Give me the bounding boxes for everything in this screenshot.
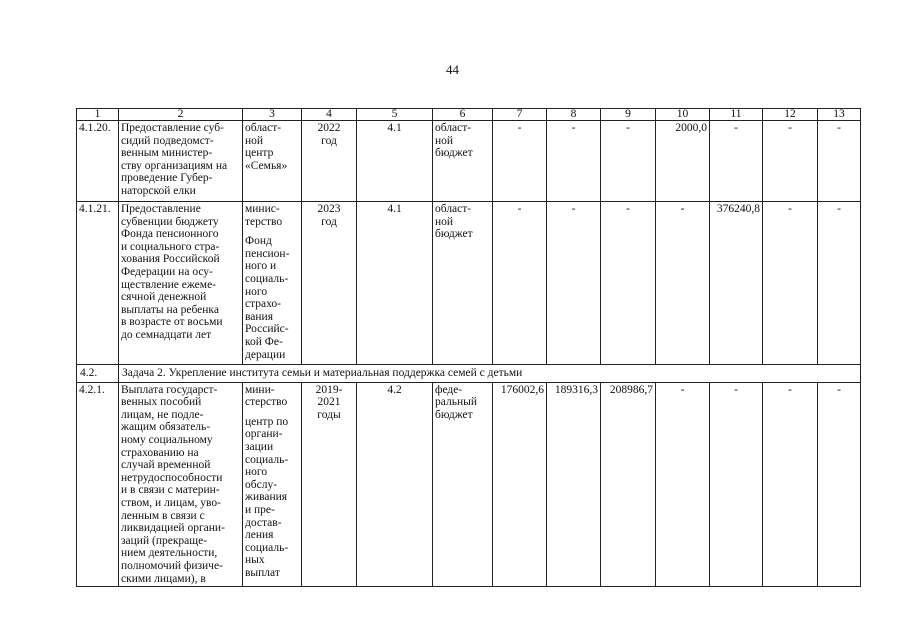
program-activities-table: [76, 108, 861, 587]
amount-cell: -: [710, 382, 763, 587]
executor-primary: област- ной центр «Семья»: [245, 122, 288, 172]
column-number-cell: 3: [243, 109, 302, 121]
table-row: [77, 202, 861, 365]
amount-cell: 189316,3: [547, 382, 601, 587]
amount-cell: -: [656, 382, 710, 587]
column-number-cell: 10: [656, 109, 710, 121]
task-title: Задача 2. Укрепление института семьи и материальная поддержка семей с детьми: [119, 365, 861, 383]
period-cell: 2019- 2021 годы: [302, 382, 357, 587]
indicator-cell: 4.1: [357, 202, 433, 365]
activity-name: Предоставление субвенции бюджету Фонда пенсионного и социального стра- хования Российской Федерации на осу- ществление ежеме- сячной денежной выплаты на ребенка в возрасте от восьми до семнадцати лет: [119, 202, 243, 365]
amount-cell: 176002,6: [493, 382, 547, 587]
column-number-cell: 12: [763, 109, 818, 121]
amount-cell: -: [763, 382, 818, 587]
column-number-cell: 9: [601, 109, 656, 121]
column-number-cell: 1: [77, 109, 119, 121]
table-header-row: [77, 109, 861, 121]
column-number-cell: 4: [302, 109, 357, 121]
table-row: [77, 121, 861, 202]
executor-primary: мини- стерство: [245, 383, 288, 409]
amount-cell: -: [710, 121, 763, 202]
amount-cell: 376240,8: [710, 202, 763, 365]
executor-secondary: Фонд пенсион- ного и социаль- ного страхо- вания Российс- кой Фе- дерации: [245, 235, 290, 361]
column-number-cell: 5: [357, 109, 433, 121]
amount-cell: 208986,7: [601, 382, 656, 587]
amount-cell: -: [493, 121, 547, 202]
amount-cell: -: [763, 202, 818, 365]
executor-secondary: центр по органи- зации социаль- ного обслу- живания и пре- достав- ления социаль- ных выплат: [245, 415, 289, 579]
funding-source-cell: област- ной бюджет: [433, 202, 493, 365]
executor-primary: минис- терство: [245, 203, 283, 228]
activity-name: Выплата государст- венных пособий лицам, не подле- жащим обязатель- ному социальному страхованию на случай временной нетрудоспособности и в связи с материн- ством, и лицам, уво- ленным в связи с ликвидацией органи- заций (прекраще- нием деятельности, полномочий физиче- скими лицами), в: [119, 382, 243, 587]
activity-name: Предоставление суб- сидий подведомст- венным министер- ству организациям на проведение Губер- наторской елки: [119, 121, 243, 202]
table-row: [77, 382, 861, 587]
task-number: 4.2.: [77, 365, 119, 383]
row-number: 4.1.20.: [77, 121, 119, 202]
row-number: 4.1.21.: [77, 202, 119, 365]
indicator-cell: 4.1: [357, 121, 433, 202]
executor-cell: [243, 202, 302, 365]
amount-cell: -: [601, 202, 656, 365]
column-number-cell: 8: [547, 109, 601, 121]
column-number-cell: 2: [119, 109, 243, 121]
amount-cell: -: [818, 382, 861, 587]
column-number-cell: 11: [710, 109, 763, 121]
amount-cell: -: [763, 121, 818, 202]
amount-cell: -: [547, 202, 601, 365]
amount-cell: -: [818, 121, 861, 202]
amount-cell: -: [547, 121, 601, 202]
column-number-cell: 13: [818, 109, 861, 121]
amount-cell: -: [493, 202, 547, 365]
task-row: [77, 365, 861, 383]
page-number: 44: [446, 62, 459, 77]
indicator-cell: 4.2: [357, 382, 433, 587]
amount-cell: 2000,0: [656, 121, 710, 202]
executor-cell: [243, 121, 302, 202]
amount-cell: -: [656, 202, 710, 365]
row-number: 4.2.1.: [77, 382, 119, 587]
amount-cell: -: [818, 202, 861, 365]
executor-cell: [243, 382, 302, 587]
amount-cell: -: [601, 121, 656, 202]
period-cell: 2023 год: [302, 202, 357, 365]
funding-source-cell: феде- ральный бюджет: [433, 382, 493, 587]
column-number-cell: 7: [493, 109, 547, 121]
period-cell: 2022 год: [302, 121, 357, 202]
column-number-cell: 6: [433, 109, 493, 121]
funding-source-cell: област- ной бюджет: [433, 121, 493, 202]
